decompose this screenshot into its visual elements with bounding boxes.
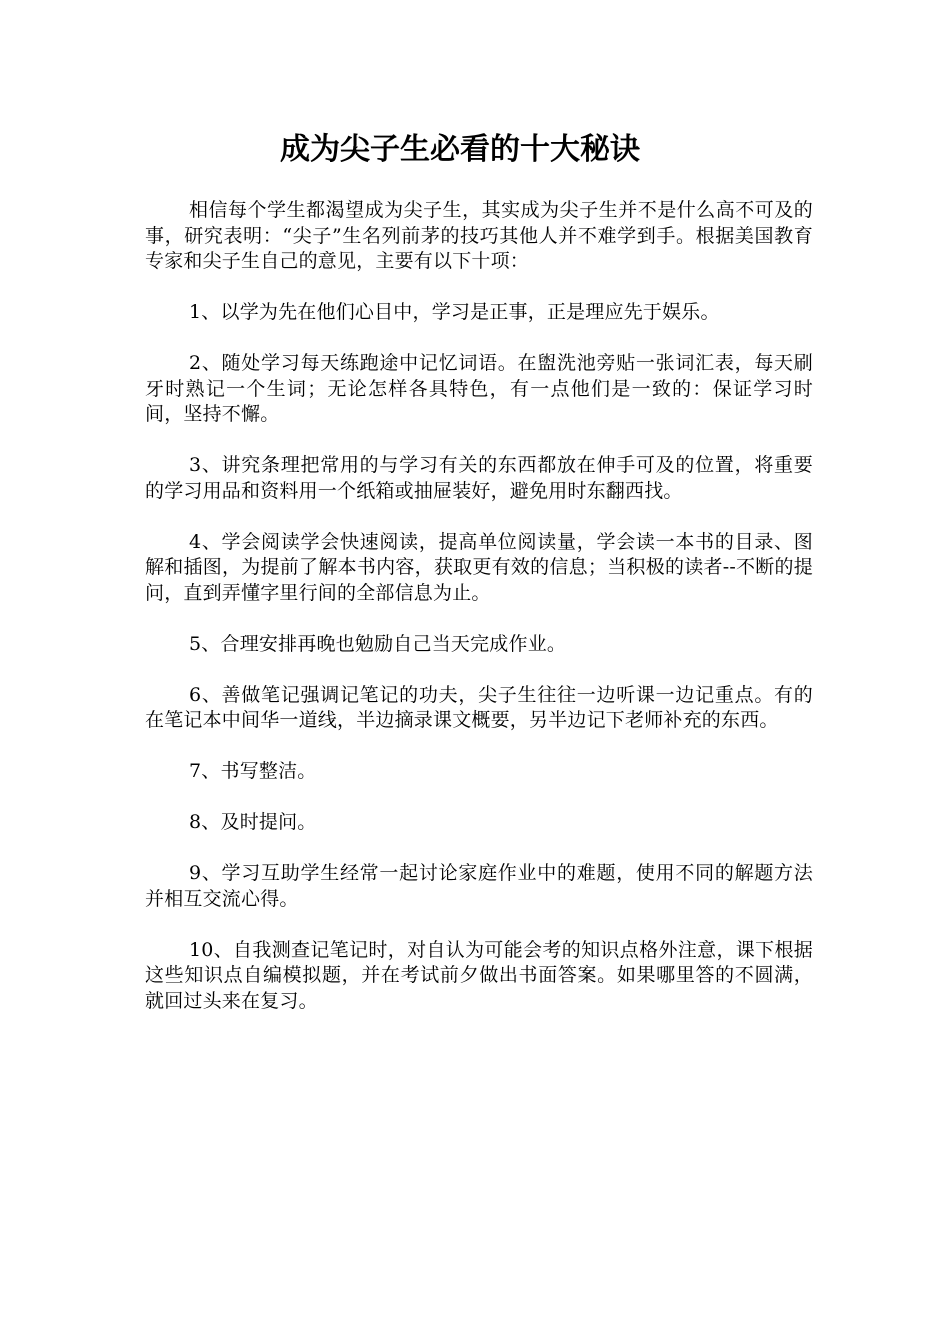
tip-paragraph-3: 3、讲究条理把常用的与学习有关的东西都放在伸手可及的位置，将重要的学习用品和资料用一个纸箱或抽屉装好，避免用时东翻西找。 (145, 454, 813, 502)
tip-paragraph-10: 10、自我测查记笔记时，对自认为可能会考的知识点格外注意，课下根据这些知识点自编模拟题，并在考试前夕做出书面答案。如果哪里答的不圆满，就回过头来在复习。 (145, 938, 813, 1012)
intro-paragraph: 相信每个学生都渴望成为尖子生，其实成为尖子生并不是什么高不可及的事，研究表明：“尖子”生名列前茅的技巧其他人并不难学到手。根据美国教育专家和尖子生自己的意见，主要有以下十项： (145, 199, 813, 272)
tip-paragraph-2: 2、随处学习每天练跑途中记忆词语。在盥洗池旁贴一张词汇表，每天刷牙时熟记一个生词；无论怎样各具特色，有一点他们是一致的：保证学习时间，坚持不懈。 (145, 352, 813, 425)
tip-paragraph-6: 6、善做笔记强调记笔记的功夫，尖子生往往一边听课一边记重点。有的在笔记本中间华一道线，半边摘录课文概要，另半边记下老师补充的东西。 (145, 683, 813, 731)
tip-paragraph-8: 8、及时提问。 (189, 811, 317, 833)
tip-paragraph-4: 4、学会阅读学会快速阅读，提高单位阅读量，学会读一本书的目录、图解和插图，为提前了解本书内容，获取更有效的信息；当积极的读者--不断的提问，直到弄懂字里行间的全部信息为止。 (145, 530, 813, 604)
tip-paragraph-9: 9、学习互助学生经常一起讨论家庭作业中的难题，使用不同的解题方法并相互交流心得。 (145, 862, 813, 910)
document-body (145, 198, 813, 1040)
tip-paragraph-5: 5、合理安排再晚也勉励自己当天完成作业。 (189, 632, 567, 655)
tip-paragraph-1: 1、以学为先在他们心目中，学习是正事，正是理应先于娱乐。 (189, 301, 720, 323)
tip-paragraph-7: 7、书写整洁。 (189, 760, 317, 782)
document-title: 成为尖子生必看的十大秘诀 (280, 132, 640, 167)
